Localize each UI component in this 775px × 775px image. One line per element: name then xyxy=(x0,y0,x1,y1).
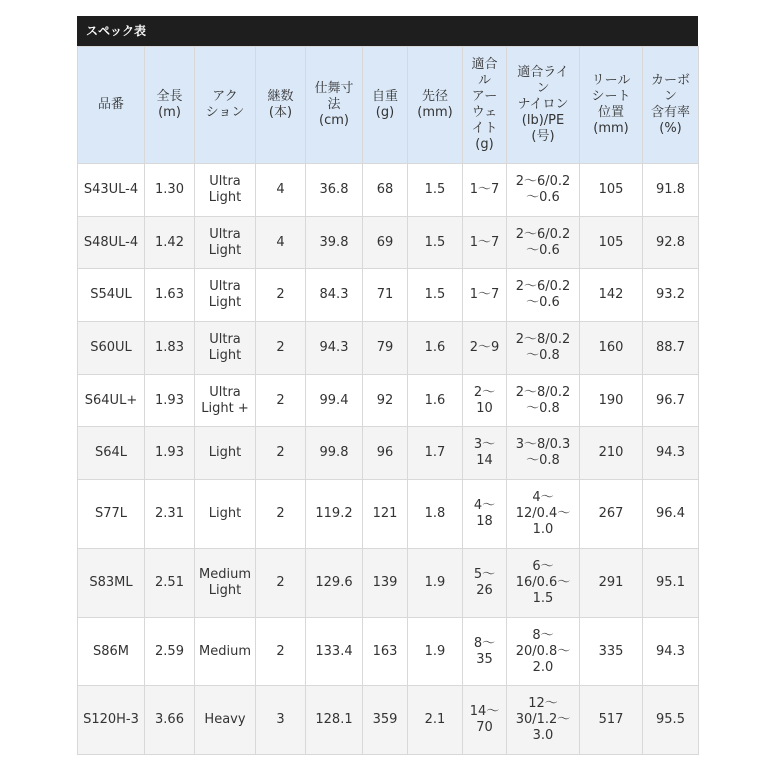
cell-product-code: S64UL+ xyxy=(78,375,145,427)
header-carbon: カーボ ン 含有率 (%) xyxy=(643,47,699,164)
cell-length: 2.31 xyxy=(145,480,195,549)
table-row xyxy=(78,269,699,322)
header-weight: 自重 (g) xyxy=(363,47,408,164)
cell-closed-length: 36.8 xyxy=(306,164,363,217)
cell-product-code: S77L xyxy=(78,480,145,549)
cell-line: 2〜6/0.2 〜0.6 xyxy=(507,269,580,322)
cell-lure-weight: 14〜 70 xyxy=(463,686,507,755)
cell-reel-seat: 291 xyxy=(580,549,643,618)
spec-table-container xyxy=(77,16,698,755)
cell-pieces: 2 xyxy=(256,269,306,322)
cell-reel-seat: 210 xyxy=(580,427,643,480)
cell-reel-seat: 267 xyxy=(580,480,643,549)
cell-lure-weight: 4〜 18 xyxy=(463,480,507,549)
cell-product-code: S86M xyxy=(78,618,145,686)
cell-pieces: 3 xyxy=(256,686,306,755)
cell-tip-diameter: 1.5 xyxy=(408,269,463,322)
cell-lure-weight: 1〜7 xyxy=(463,217,507,269)
header-line: 適合ライ ン ナイロン (lb)/PE (号) xyxy=(507,47,580,164)
cell-action: Heavy xyxy=(195,686,256,755)
cell-carbon: 92.8 xyxy=(643,217,699,269)
cell-line: 4〜 12/0.4〜 1.0 xyxy=(507,480,580,549)
header-reel-seat: リール シート 位置 (mm) xyxy=(580,47,643,164)
header-pieces: 継数 (本) xyxy=(256,47,306,164)
cell-weight: 68 xyxy=(363,164,408,217)
table-row xyxy=(78,164,699,217)
spec-table xyxy=(77,46,699,755)
cell-length: 1.30 xyxy=(145,164,195,217)
cell-lure-weight: 2〜9 xyxy=(463,322,507,375)
header-length: 全長 (m) xyxy=(145,47,195,164)
cell-closed-length: 39.8 xyxy=(306,217,363,269)
cell-lure-weight: 8〜 35 xyxy=(463,618,507,686)
cell-pieces: 2 xyxy=(256,618,306,686)
cell-carbon: 94.3 xyxy=(643,618,699,686)
cell-length: 1.93 xyxy=(145,427,195,480)
cell-pieces: 4 xyxy=(256,164,306,217)
cell-product-code: S83ML xyxy=(78,549,145,618)
header-action: アク ション xyxy=(195,47,256,164)
cell-weight: 71 xyxy=(363,269,408,322)
cell-action: Light xyxy=(195,427,256,480)
cell-line: 2〜8/0.2 〜0.8 xyxy=(507,322,580,375)
cell-reel-seat: 335 xyxy=(580,618,643,686)
table-row xyxy=(78,322,699,375)
cell-pieces: 2 xyxy=(256,549,306,618)
cell-action: Medium Light xyxy=(195,549,256,618)
cell-carbon: 91.8 xyxy=(643,164,699,217)
cell-line: 6〜 16/0.6〜 1.5 xyxy=(507,549,580,618)
cell-reel-seat: 105 xyxy=(580,164,643,217)
cell-line: 2〜6/0.2 〜0.6 xyxy=(507,164,580,217)
cell-weight: 79 xyxy=(363,322,408,375)
cell-tip-diameter: 2.1 xyxy=(408,686,463,755)
cell-line: 8〜 20/0.8〜 2.0 xyxy=(507,618,580,686)
cell-weight: 163 xyxy=(363,618,408,686)
cell-lure-weight: 1〜7 xyxy=(463,164,507,217)
cell-length: 2.59 xyxy=(145,618,195,686)
header-product-code: 品番 xyxy=(78,47,145,164)
cell-length: 1.93 xyxy=(145,375,195,427)
cell-pieces: 4 xyxy=(256,217,306,269)
cell-weight: 92 xyxy=(363,375,408,427)
cell-carbon: 93.2 xyxy=(643,269,699,322)
cell-closed-length: 129.6 xyxy=(306,549,363,618)
table-row xyxy=(78,427,699,480)
cell-weight: 69 xyxy=(363,217,408,269)
cell-length: 1.83 xyxy=(145,322,195,375)
cell-reel-seat: 160 xyxy=(580,322,643,375)
header-row xyxy=(78,47,699,164)
cell-pieces: 2 xyxy=(256,427,306,480)
cell-lure-weight: 3〜 14 xyxy=(463,427,507,480)
cell-tip-diameter: 1.7 xyxy=(408,427,463,480)
cell-reel-seat: 190 xyxy=(580,375,643,427)
cell-tip-diameter: 1.9 xyxy=(408,618,463,686)
cell-tip-diameter: 1.5 xyxy=(408,164,463,217)
cell-length: 2.51 xyxy=(145,549,195,618)
cell-product-code: S120H-3 xyxy=(78,686,145,755)
cell-weight: 96 xyxy=(363,427,408,480)
cell-carbon: 95.1 xyxy=(643,549,699,618)
cell-tip-diameter: 1.9 xyxy=(408,549,463,618)
cell-reel-seat: 142 xyxy=(580,269,643,322)
cell-product-code: S60UL xyxy=(78,322,145,375)
cell-product-code: S48UL-4 xyxy=(78,217,145,269)
cell-closed-length: 119.2 xyxy=(306,480,363,549)
cell-weight: 121 xyxy=(363,480,408,549)
cell-action: Medium xyxy=(195,618,256,686)
cell-closed-length: 128.1 xyxy=(306,686,363,755)
cell-product-code: S64L xyxy=(78,427,145,480)
cell-pieces: 2 xyxy=(256,375,306,427)
table-row xyxy=(78,375,699,427)
cell-line: 2〜8/0.2 〜0.8 xyxy=(507,375,580,427)
cell-length: 1.42 xyxy=(145,217,195,269)
cell-closed-length: 99.8 xyxy=(306,427,363,480)
cell-tip-diameter: 1.8 xyxy=(408,480,463,549)
cell-weight: 139 xyxy=(363,549,408,618)
cell-action: Ultra Light + xyxy=(195,375,256,427)
cell-action: Light xyxy=(195,480,256,549)
table-row xyxy=(78,618,699,686)
cell-line: 2〜6/0.2 〜0.6 xyxy=(507,217,580,269)
cell-reel-seat: 517 xyxy=(580,686,643,755)
table-body xyxy=(78,164,699,755)
cell-tip-diameter: 1.6 xyxy=(408,375,463,427)
cell-lure-weight: 1〜7 xyxy=(463,269,507,322)
cell-carbon: 96.7 xyxy=(643,375,699,427)
cell-line: 3〜8/0.3 〜0.8 xyxy=(507,427,580,480)
cell-length: 3.66 xyxy=(145,686,195,755)
cell-reel-seat: 105 xyxy=(580,217,643,269)
cell-lure-weight: 2〜 10 xyxy=(463,375,507,427)
cell-lure-weight: 5〜 26 xyxy=(463,549,507,618)
cell-closed-length: 84.3 xyxy=(306,269,363,322)
cell-carbon: 95.5 xyxy=(643,686,699,755)
cell-carbon: 96.4 xyxy=(643,480,699,549)
cell-pieces: 2 xyxy=(256,480,306,549)
header-closed-length: 仕舞寸 法 (cm) xyxy=(306,47,363,164)
cell-closed-length: 94.3 xyxy=(306,322,363,375)
header-tip-diameter: 先径 (mm) xyxy=(408,47,463,164)
cell-action: Ultra Light xyxy=(195,269,256,322)
cell-pieces: 2 xyxy=(256,322,306,375)
cell-action: Ultra Light xyxy=(195,217,256,269)
cell-action: Ultra Light xyxy=(195,164,256,217)
cell-closed-length: 99.4 xyxy=(306,375,363,427)
spec-table-title: スペック表 xyxy=(77,16,698,46)
cell-product-code: S54UL xyxy=(78,269,145,322)
cell-carbon: 94.3 xyxy=(643,427,699,480)
cell-tip-diameter: 1.6 xyxy=(408,322,463,375)
table-row xyxy=(78,217,699,269)
cell-action: Ultra Light xyxy=(195,322,256,375)
table-row xyxy=(78,686,699,755)
cell-product-code: S43UL-4 xyxy=(78,164,145,217)
cell-tip-diameter: 1.5 xyxy=(408,217,463,269)
cell-carbon: 88.7 xyxy=(643,322,699,375)
header-lure-weight: 適合 ル アー ウェ イト (g) xyxy=(463,47,507,164)
cell-closed-length: 133.4 xyxy=(306,618,363,686)
cell-length: 1.63 xyxy=(145,269,195,322)
table-row xyxy=(78,480,699,549)
table-row xyxy=(78,549,699,618)
cell-line: 12〜 30/1.2〜 3.0 xyxy=(507,686,580,755)
cell-weight: 359 xyxy=(363,686,408,755)
